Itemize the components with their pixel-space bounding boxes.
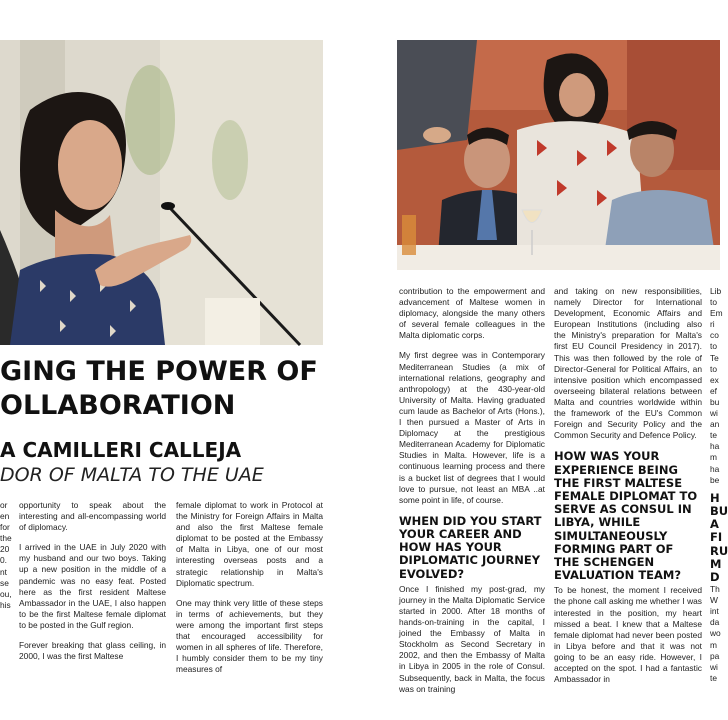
left-column-1 — [19, 500, 166, 665]
paragraph: contribution to the empowerment and advancement of Maltese women in diplomacy, alongside the many others of several female colleagues in the Malta diplomatic corps. — [399, 286, 545, 341]
right-fragment-column: Lib to Em ri co to Te to ex ef bu wi an te ha m ha be H BU A FI RU M D Th W int da wo m pa wi te — [710, 286, 728, 683]
right-column-1 — [399, 286, 545, 694]
question-heading: WHEN DID YOU START YOUR CAREER AND HOW HAS YOUR DIPLOMATIC JOURNEY EVOLVED? — [399, 513, 542, 581]
paragraph: female diplomat to work in Protocol at the Ministry for Foreign Affairs in Malta and also the first Maltese female diplomat to be posted at the Embassy of Malta in Libya, one of our most interesting overseas posts and a strategic relationship in Malta's Diplomatic spectrum. — [176, 500, 323, 588]
paragraph: and taking on new responsibilities, namely Director for International Development, Economic Affairs and European Institutions (including also the Ministry's preparation for Malta's first EU Council Presidency in 2017). This was then followed by the role of Director-General for Political Affairs, an intensive position which encompassed overseeing bilateral relations between Malta and countries worldwide within the framework of the EU's Common Foreign and Security Policy and the Common Security and Defence Policy. — [554, 286, 702, 441]
headline-line-1: GING THE POWER OF — [0, 356, 318, 387]
paragraph: Once I finished my post-grad, my journey in the Malta Diplomatic Service started in 2000. After 18 months of hands-on-training in the capital, I joined the Embassy of Malta in Stockholm as Second Secretary in 2002, and then the Embassy of Malta in Libya in 2005 in the role of Consul. Subsequently, back in Malta, the focus was on training — [399, 583, 545, 694]
left-column-2 — [176, 500, 323, 675]
paragraph: opportunity to speak about the interesting and all-encompassing world of diplomacy. — [19, 500, 166, 533]
speaker-photo — [0, 40, 323, 345]
author-name: A CAMILLERI CALLEJA — [0, 438, 242, 462]
right-column-2 — [554, 286, 702, 685]
paragraph: To be honest, the moment I received the phone call asking me whether I was interested in the position, my heart missed a beat. I knew that a Maltese female diplomat had never been posted in Libya before and that it was not going to be an easy ride. However, I accepted on the spot. I had a fantastic Ambassador in — [554, 585, 702, 685]
meeting-photo — [397, 40, 720, 270]
paragraph: Forever breaking that glass ceiling, in 2000, I was the first Maltese — [19, 640, 166, 662]
paragraph: My first degree was in Contemporary Mediterranean Studies (a mix of international relations, geography and anthropology) at the 430-year-old University of Malta. Having graduated cum laude as Bachelor of Arts (Hons.), I then pursued a Master of Arts in Diplomacy at the prestigious Mediterranean Academy for Diplomatic Studies in Malta. However, life is a continuous learning process and there is a bucket list of degrees that I would love to pursue, not least an MBA ..at some point in life, of course. — [399, 350, 545, 505]
question-heading: HOW WAS YOUR EXPERIENCE BEING THE FIRST MALTESE FEMALE DIPLOMAT TO SERVE AS CONSUL IN LIBYA, WHILE SIMULTANEOUSLY FORMING PART OF THE SCHENGEN EVALUATION TEAM? — [554, 449, 698, 583]
author-title: DOR OF MALTA TO THE UAE — [0, 464, 264, 486]
paragraph: I arrived in the UAE in July 2020 with my husband and our two boys. Taking up a new position in the middle of a pandemic was no easy feat. Posted here as the first resident Maltese Ambassador in the UAE, I also happen to be the first Maltese female diplomat to be posted in the Gulf region. — [19, 542, 166, 630]
left-fragment-column: or en for the 20 0. nt se ou, his — [0, 500, 12, 610]
article-headline — [0, 355, 318, 423]
paragraph: One may think very little of these steps in terms of achievements, but they were among the important first steps that encouraged accessibility for women in all spheres of life. Therefore, I humbly consider them to be my tiny measures of — [176, 597, 323, 675]
page-gutter — [335, 0, 397, 720]
headline-line-2: OLLABORATION — [0, 390, 236, 421]
